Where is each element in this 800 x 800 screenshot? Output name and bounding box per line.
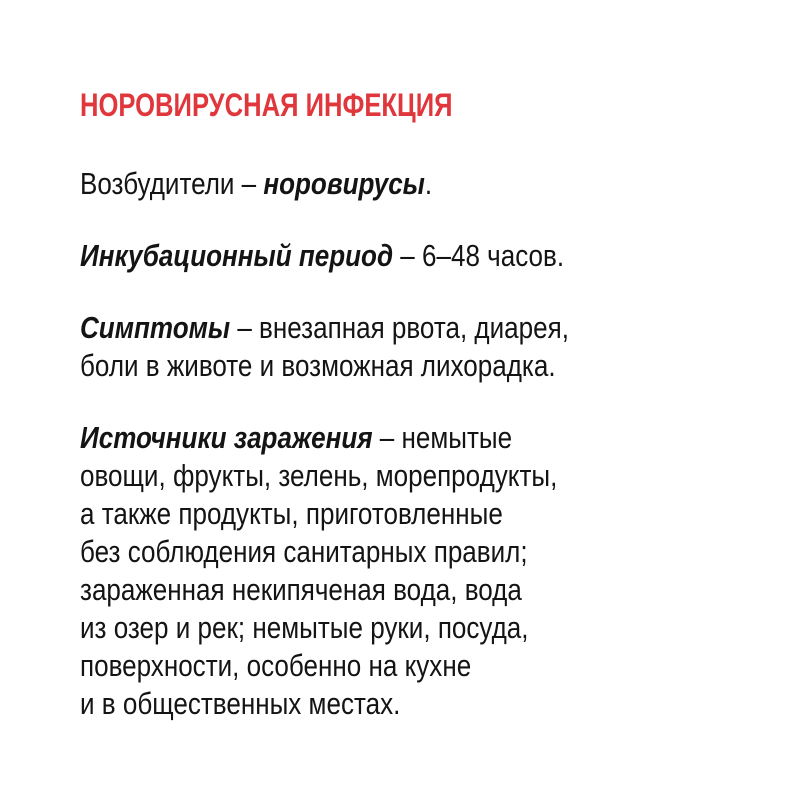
pathogens-tail: .: [424, 166, 433, 201]
pathogens-block: [80, 165, 760, 203]
pathogens-line: [80, 165, 760, 203]
incubation-term: Инкубационный период: [80, 238, 394, 273]
pathogens-term: норовирусы: [263, 166, 425, 201]
sources-line-1: [80, 419, 760, 457]
info-card: [80, 85, 760, 723]
sources-line: овощи, фрукты, зелень, морепродукты,: [80, 458, 558, 493]
sources-line: из озер и рек; немытые руки, посуда,: [80, 610, 529, 645]
sources-line: без соблюдения санитарных правил;: [80, 534, 528, 569]
symptoms-line1-tail: – внезапная рвота, диарея,: [230, 310, 569, 345]
incubation-block: [80, 237, 760, 275]
symptoms-block: [80, 309, 760, 385]
symptoms-line-1: [80, 309, 760, 347]
pathogens-lead: Возбудители –: [80, 166, 264, 201]
sources-block: [80, 419, 760, 723]
page-title: НОРОВИРУСНАЯ ИНФЕКЦИЯ: [80, 87, 453, 123]
sources-line: зараженная некипяченая вода, вода: [80, 572, 522, 607]
incubation-tail: – 6–48 часов.: [393, 238, 565, 273]
sources-term: Источники заражения: [80, 420, 373, 455]
symptoms-term: Симптомы: [80, 310, 231, 345]
symptoms-line-2: боли в животе и возможная лихорадка.: [80, 348, 556, 383]
sources-line1-tail: – немытые: [372, 420, 513, 455]
sources-line: поверхности, особенно на кухне: [80, 648, 472, 683]
incubation-line: [80, 237, 760, 275]
sources-line: а также продукты, приготовленные: [80, 496, 503, 531]
sources-line: и в общественных местах.: [80, 686, 401, 721]
